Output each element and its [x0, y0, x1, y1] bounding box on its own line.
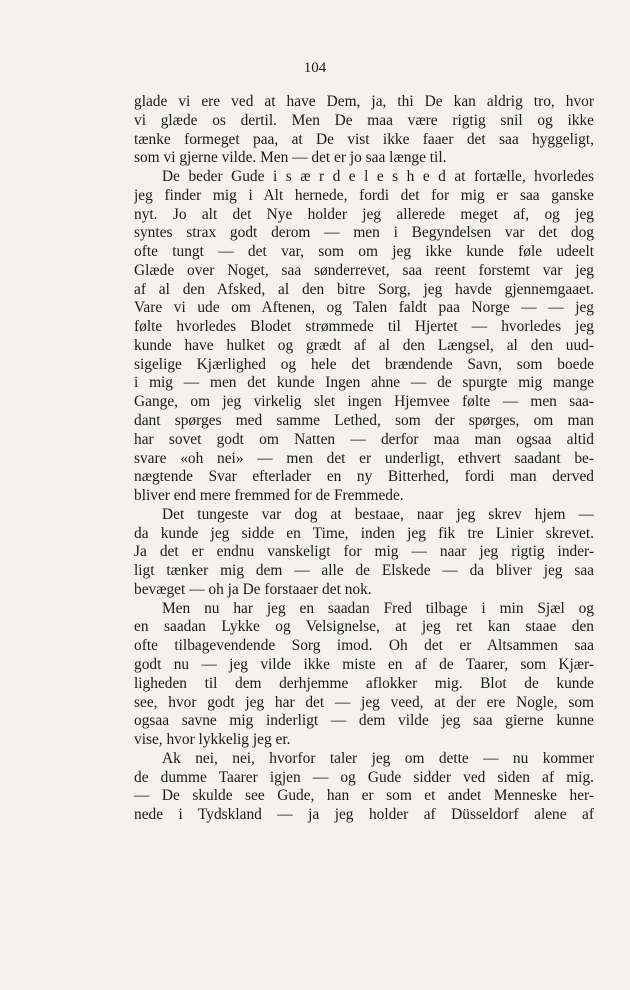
- text-line: dant spørges med samme Lethed, som der spørges, om man: [134, 412, 594, 430]
- text-line: Glæde over Noget, saa sønderrevet, saa reent forstemt var jeg: [134, 261, 594, 279]
- text-line: som vi gjerne vilde. Men — det er jo saa længe til.: [134, 149, 447, 167]
- text-line: ogsaa savne mig inderligt — dem vilde jeg saa gierne kunne: [134, 712, 594, 730]
- text-line: bevæget — oh ja De forstaaer det nok.: [134, 580, 372, 598]
- text-line: Ja det er endnu vanskeligt for mig — naar jeg rigtig inder-: [134, 543, 594, 561]
- text-line: Men nu har jeg en saadan Fred tilbage i min Sjæl og: [162, 599, 594, 617]
- text-line: De beder Gude i s æ r d e l e s h e d at fortælle, hvorledes: [162, 168, 594, 186]
- text-line: vise, hvor lykkelig jeg er.: [134, 731, 291, 749]
- text-line: nede i Tydskland — ja jeg holder af Düsseldorf alene af: [134, 806, 594, 824]
- text-line: kunde have hulket og grædt af al den Længsel, al den uud-: [134, 336, 594, 354]
- body-text: [134, 93, 594, 825]
- text-line: bliver end mere fremmed for de Fremmede.: [134, 487, 404, 505]
- text-line: har sovet godt om Natten — derfor maa man ogsaa altid: [134, 430, 594, 448]
- text-line: syntes strax godt derom — men i Begyndelsen var det dog: [134, 224, 594, 242]
- page-number: 104: [303, 60, 327, 76]
- text-line: i mig — men det kunde Ingen ahne — de spurgte mig mange: [134, 374, 594, 392]
- text-line: en saadan Lykke og Velsignelse, at jeg ret kan staae den: [134, 618, 594, 636]
- text-line: godt nu — jeg vilde ikke miste en af de Taarer, som Kjær-: [134, 655, 594, 673]
- text-line: nægtende Svar efterlader en ny Bitterhed, fordi man derved: [134, 468, 594, 486]
- text-line: — De skulde see Gude, han er som et andet Menneske her-: [134, 787, 594, 805]
- text-line: da kunde jeg sidde en Time, inden jeg fik tre Linier skrevet.: [134, 524, 594, 542]
- text-line: ofte tilbagevendende Sorg imod. Oh det er Altsammen saa: [134, 637, 594, 655]
- text-line: af al den Afsked, al den bitre Sorg, jeg havde gjennemgaaet.: [134, 280, 594, 298]
- text-line: sigelige Kjærlighed og hele det brændende Savn, som boede: [134, 355, 594, 373]
- text-line: svare «oh nei» — men det er underligt, ethvert saadant be-: [134, 449, 594, 467]
- text-line: ligt tænker mig dem — alle de Elskede — da bliver jeg saa: [134, 562, 594, 580]
- text-line: ofte tungt — det var, som om jeg ikke kunde føle udeelt: [134, 243, 594, 261]
- text-line: glade vi ere ved at have Dem, ja, thi De kan aldrig tro, hvor: [134, 93, 594, 110]
- text-line: følte hvorledes Blodet strømmede til Hjertet — hvorledes jeg: [134, 318, 594, 336]
- text-line: ligheden til dem derhjemme aflokker mig. Blot de kunde: [134, 674, 594, 692]
- text-line: Det tungeste var dog at bestaae, naar jeg skrev hjem —: [162, 505, 594, 523]
- text-line: de dumme Taarer igjen — og Gude sidder ved siden af mig.: [134, 768, 594, 786]
- text-line: Gange, om jeg virkelig slet ingen Hjemvee følte — men saa-: [134, 393, 594, 411]
- text-line: jeg finder mig i Alt hernede, fordi det for mig er saa ganske: [134, 186, 594, 204]
- text-line: see, hvor godt jeg har det — jeg veed, at der ere Nogle, som: [134, 693, 594, 711]
- text-line: nyt. Jo alt det Nye holder jeg allerede meget af, og jeg: [134, 205, 594, 223]
- text-line: tænke formeget paa, at De vist ikke faaer det saa hyggeligt,: [134, 130, 594, 148]
- text-line: Ak nei, nei, hvorfor taler jeg om dette — nu kommer: [162, 749, 594, 767]
- text-line: Vare vi ude om Aftenen, og Talen faldt paa Norge — — jeg: [134, 299, 594, 317]
- text-line: vi glæde os dertil. Men De maa være rigtig snil og ikke: [134, 111, 594, 129]
